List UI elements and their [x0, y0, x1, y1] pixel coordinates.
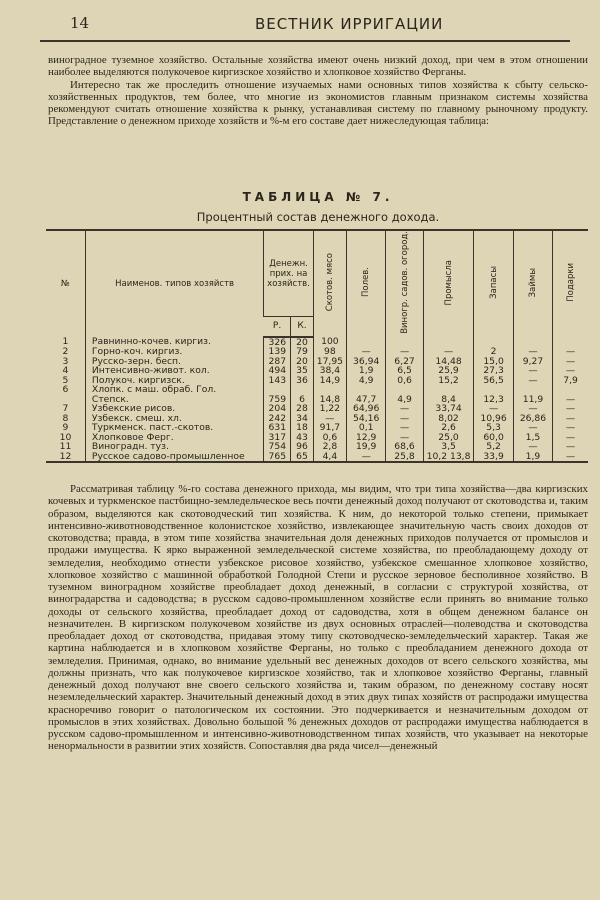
table-cell: 10,96 — [474, 414, 513, 424]
table-cell: — — [346, 347, 385, 357]
table-cell: 68,6 — [386, 442, 423, 452]
table-cell: 25,8 — [386, 452, 423, 463]
table-cell: 9,27 — [513, 357, 552, 367]
col-gifts-header: Подарки — [565, 263, 576, 302]
table-cell: 5,2 — [474, 442, 513, 452]
table-cell: 91,7 — [313, 423, 346, 433]
table-cell: — — [474, 404, 513, 414]
table-subtitle: Процентный состав денежного дохода. — [196, 210, 440, 224]
table-cell: Узбекск. смеш. хл. — [85, 414, 263, 424]
col-vine-header: Виногр. садов. огород. — [399, 231, 410, 334]
table-cell: 11 — [59, 441, 72, 453]
col-field-header: Полев. — [361, 267, 372, 298]
table-cell: 242 — [264, 414, 291, 424]
table-cell: — — [553, 452, 588, 463]
intro-text — [48, 54, 588, 128]
table-cell: 26,86 — [513, 414, 552, 424]
table-cell: — — [386, 404, 423, 414]
table-cell: — — [313, 414, 346, 424]
table-cell: 8,02 — [423, 414, 474, 424]
table-cell: 0,6 — [313, 433, 346, 443]
table-cell: — — [513, 404, 552, 414]
table-cell: 17,95 — [313, 357, 346, 367]
paragraph: Рассматривая таблицу %-го состава денежного прихода, мы видим, что три типа хозяйства—два киргизских кочевых и туркменское пастбищно-земледельческое весь почти денежный доход получают от скотоводства и, таким образом, выделяются как скотоводческий тип хозяйства. К ним, до некоторой только степени, примыкает интенсивно-животноводственное колонистское хозяйство, извлекающее значительную часть своих доходов от скотоводства; правда, в этом типе хозяйства значительная доля денежных приходов получается от промыслов и продажи имущества. К ярко выраженной земледельческой системе хозяйства, по преобладающему доходу от земледелия, необходимо отнести узбекское рисовое хозяйство, узбекское смешанное хлопковое хозяйство, хлопковое хозяйство с машинной обработкой Голодной Степи и русское зерновое бесполивное хозяйство. В туземном виноградном хозяйстве преобладает доход денежный, в согласии с структурой хозяйства, от виноградарства и садоводства; в русском садово-промышленном хозяйстве если принять во внимание только доходы от сельского хозяйства, преобладает доход от садоводства, хотя в общем денежном балансе он незначителен. В киргизском полукочевом хозяйстве из двух основных отраслей—полеводства и скотоводства преобладает доход от скотоводства, придавая этому типу скотоводческо-земледельческий характер. Такая же картина наблюдается и в хлопковом хозяйстве Ферганы, но только с преобладанием денежного дохода от земледелия. Принимая, однако, во внимание удельный вес денежных доходов от всего сельского хозяйства, мы должны признать, что как полукочевое киргизское хозяйство, так и хлопковое хозяйство Ферганы, главный денежный доход получают вне своего сельского хозяйства и, таким образом, по денежному составу носят неземледельческий характер. Значительный денежный доход в этих двух типах хозяйств от распродажи имущества красноречиво говорит о патологическом их состоянии. Это подчеркивается и незначительным доходом от промыслов в этих хозяйствах. Довольно большой % денежных доходов от распродажи имущества наблюдается в русском садово-промышленном и интенсивно-животноводственном типах хозяйств, что указывает на некоторые ненормальности в развитии этих хозяйств. Сопоставляя два ряда чисел—денежный — [48, 483, 588, 753]
table-cell: 7 — [62, 403, 69, 415]
table-cell: Туркменск. паст.-скотов. — [85, 423, 263, 433]
table-cell: 4,4 — [313, 452, 346, 463]
table-cell: 100 — [313, 337, 346, 348]
table-cell: — — [386, 433, 423, 443]
table-cell: 6 — [62, 384, 69, 396]
table-cell: Русское садово-промышленное — [85, 452, 263, 463]
page-header — [40, 14, 570, 42]
table-cell: 1 — [62, 336, 69, 348]
table-cell: — — [513, 366, 552, 376]
table-cell: Степск. — [85, 395, 263, 405]
col-loans-header: Займы — [527, 267, 538, 298]
table-cell: 4 — [62, 365, 69, 377]
table-cell: 8,4 — [423, 395, 474, 405]
table-cell: 19,9 — [346, 442, 385, 452]
table-cell: 494 — [264, 366, 291, 376]
page-number: 14 — [70, 14, 90, 32]
table-cell: 2,6 — [423, 423, 474, 433]
table-cell: 36,94 — [346, 357, 385, 367]
table-cell: 14,9 — [313, 376, 346, 386]
table-cell: 56,5 — [474, 376, 513, 386]
table-cell: 10 — [59, 431, 72, 443]
table-cell: 65 — [291, 452, 314, 463]
table-cell: 27,3 — [474, 366, 513, 376]
table-cell: 60,0 — [474, 433, 513, 443]
table-cell: — — [553, 414, 588, 424]
table-cell: 47,7 — [346, 395, 385, 405]
table-cell: Русско-зерн. бесп. — [85, 357, 263, 367]
table-cell: 10,2 13,8 — [423, 452, 474, 463]
table-title: ТАБЛИЦА № 7. — [242, 190, 394, 204]
col-livestock-header: Скотов. мясо — [324, 253, 335, 312]
col-rub-header: Р. — [264, 317, 291, 337]
table-cell: — — [553, 395, 588, 405]
table-cell: 12,3 — [474, 395, 513, 405]
table-cell: Интенсивно-живот. кол. — [85, 366, 263, 376]
table-cell: — — [553, 423, 588, 433]
col-kop-header: К. — [291, 317, 314, 337]
table-cell: 35 — [291, 366, 314, 376]
table-cell: Хлопковое Ферг. — [85, 433, 263, 443]
table-cell: 1,9 — [513, 452, 552, 463]
table-cell: — — [553, 347, 588, 357]
table-cell: 34 — [291, 414, 314, 424]
table-cell: — — [346, 452, 385, 463]
table-cell: 33,74 — [423, 404, 474, 414]
table-cell: 54,16 — [346, 414, 385, 424]
table-cell: — — [553, 357, 588, 367]
table-cell: Виноградн. туз. — [85, 442, 263, 452]
table-cell: 25,9 — [423, 366, 474, 376]
table-cell: — — [386, 347, 423, 357]
table-cell: 3 — [62, 355, 69, 367]
table-cell: 0,1 — [346, 423, 385, 433]
table-cell: 326 — [264, 337, 291, 348]
table-cell: 20 — [291, 357, 314, 367]
table-cell: 0,6 — [386, 376, 423, 386]
table-cell: 96 — [291, 442, 314, 452]
table-cell: 7,9 — [553, 376, 588, 386]
table-cell: 18 — [291, 423, 314, 433]
table-cell: — — [513, 442, 552, 452]
table-cell: — — [553, 404, 588, 414]
table-cell: 20 — [291, 337, 314, 348]
table-cell: 754 — [264, 442, 291, 452]
col-crafts-header: Промысла — [443, 259, 454, 306]
table-cell: 33,9 — [474, 452, 513, 463]
table-cell: 317 — [264, 433, 291, 443]
table-cell: 6,27 — [386, 357, 423, 367]
table-cell: — — [553, 442, 588, 452]
table-cell: — — [553, 433, 588, 443]
table-cell: 8 — [62, 412, 69, 424]
table-cell: 2,8 — [313, 442, 346, 452]
table-cell: — — [386, 414, 423, 424]
table-cell: — — [513, 376, 552, 386]
table-cell: 12 — [46, 452, 85, 463]
table-cell: 14,48 — [423, 357, 474, 367]
table-cell: — — [513, 347, 552, 357]
table-cell: 38,4 — [313, 366, 346, 376]
table-cell: 6 — [291, 395, 314, 405]
table-cell: 9 — [62, 422, 69, 434]
table-cell: 2 — [474, 347, 513, 357]
col-income-header: Денежн. прих. на хозяйств. — [264, 230, 313, 317]
table-cell: Равнинно-кочев. киргиз. — [85, 337, 263, 348]
table-cell: 631 — [264, 423, 291, 433]
income-table — [46, 229, 588, 463]
table-cell: 759 — [264, 395, 291, 405]
table-cell: 36 — [291, 376, 314, 386]
col-stocks-header: Запасы — [488, 265, 499, 299]
table-cell: 25,0 — [423, 433, 474, 443]
table-cell: 5 — [62, 374, 69, 386]
table-cell: Узбекские рисов. — [85, 404, 263, 414]
table-cell: 143 — [264, 376, 291, 386]
table-cell: 14,8 — [313, 395, 346, 405]
paragraph: виноградное туземное хозяйство. Остальные хозяйства имеют очень низкий доход, при чем в этом отношении наиболее выделяются полукочевое киргизское хозяйство и хлопковое хозяйство Ферганы. — [48, 54, 588, 79]
table-cell: 287 — [264, 357, 291, 367]
table-cell: 4,9 — [346, 376, 385, 386]
table-cell: 204 — [264, 404, 291, 414]
table-cell: 11,9 — [513, 395, 552, 405]
table-cell: 98 — [313, 347, 346, 357]
table-cell: Горно-коч. киргиз. — [85, 347, 263, 357]
journal-title: ВЕСТНИК ИРРИГАЦИИ — [255, 15, 444, 33]
table-cell: 15,0 — [474, 357, 513, 367]
table-cell: — — [553, 366, 588, 376]
table-cell: 1,5 — [513, 433, 552, 443]
table-cell: 1,22 — [313, 404, 346, 414]
table-cell: 64,96 — [346, 404, 385, 414]
table-cell: — — [513, 423, 552, 433]
body-text — [48, 483, 588, 753]
paragraph: Интересно так же проследить отношение изучаемых нами основных типов хозяйства к сбыту сельско-хозяйственных продуктов, тем более, что многие из экономистов главным признаком системы хозяйства рекомендуют считать отношение хозяйства к рынку, устанавливая систему по главному рыночному продукту. Представление о денежном приходе хозяйств и %-м его составе дает нижеследующая таблица: — [48, 78, 588, 128]
table-cell: 43 — [291, 433, 314, 443]
table-cell: 3,5 — [423, 442, 474, 452]
col-name-header: Наименов. типов хозяйств — [85, 230, 263, 337]
table-row — [46, 452, 588, 463]
table-cell: 79 — [291, 347, 314, 357]
table-cell: 139 — [264, 347, 291, 357]
table-cell: 765 — [264, 452, 291, 463]
table-cell: — — [423, 347, 474, 357]
table-cell: 2 — [62, 346, 69, 358]
table-cell: 15,2 — [423, 376, 474, 386]
table-cell: 1,9 — [346, 366, 385, 376]
table-cell: Хлопк. с маш. обраб. Гол. — [85, 385, 263, 395]
table-cell: — — [386, 423, 423, 433]
table-cell: 4,9 — [386, 395, 423, 405]
table-cell: 12,9 — [346, 433, 385, 443]
table-body — [46, 337, 588, 463]
table-cell: 6,5 — [386, 366, 423, 376]
table-cell: 5,3 — [474, 423, 513, 433]
table-cell: Полукоч. киргизск. — [85, 376, 263, 386]
table-cell: 28 — [291, 404, 314, 414]
col-num-header: № — [46, 230, 85, 337]
